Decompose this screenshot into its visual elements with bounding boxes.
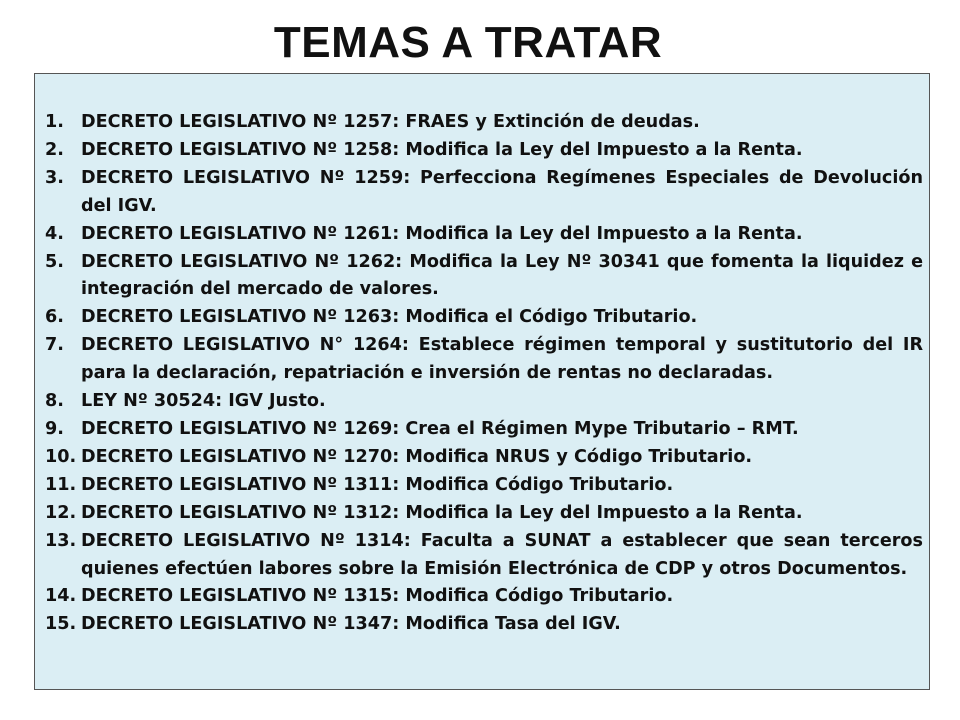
item-number: 1. xyxy=(45,112,64,132)
item-number: 5. xyxy=(45,251,64,272)
list-item xyxy=(45,444,923,472)
list-item xyxy=(45,332,923,388)
page-title: TEMAS A TRATAR xyxy=(273,18,663,67)
item-text: DECRETO LEGISLATIVO Nº 1315: Modifica Código Tributario. xyxy=(81,586,674,607)
item-number: 15. xyxy=(45,614,77,635)
list-item xyxy=(45,165,923,221)
list-item xyxy=(45,611,923,639)
item-text: DECRETO LEGISLATIVO Nº 1261: Modifica la Ley del Impuesto a la Renta. xyxy=(81,223,803,244)
item-number: 12. xyxy=(45,502,77,523)
item-number: 4. xyxy=(45,223,64,244)
item-number: 13. xyxy=(45,530,77,551)
item-text: DECRETO LEGISLATIVO Nº 1258: Modifica la Ley del Impuesto a la Renta. xyxy=(81,139,803,160)
list-item xyxy=(45,472,923,500)
list-item xyxy=(45,137,923,165)
item-text: DECRETO LEGISLATIVO Nº 1263: Modifica el Código Tributario. xyxy=(81,307,698,328)
item-text: DECRETO LEGISLATIVO N° 1264: Establece régimen temporal y sustitutorio del IR para la declaración, repatriación e inversión de rentas no declaradas. xyxy=(81,335,923,384)
list-item xyxy=(45,388,923,416)
list-item xyxy=(45,500,923,528)
item-number: 14. xyxy=(45,586,77,607)
item-text: DECRETO LEGISLATIVO Nº 1257: FRAES y Extinción de deudas. xyxy=(81,112,700,132)
list-item xyxy=(45,304,923,332)
topics-list xyxy=(45,109,923,639)
item-text: LEY Nº 30524: IGV Justo. xyxy=(81,391,326,412)
item-number: 10. xyxy=(45,446,77,467)
list-item xyxy=(45,109,923,137)
list-item xyxy=(45,221,923,249)
list-item xyxy=(45,528,923,584)
list-item xyxy=(45,583,923,611)
item-number: 8. xyxy=(45,391,64,412)
item-text: DECRETO LEGISLATIVO Nº 1314: Faculta a SUNAT a establecer que sean terceros quienes efectúen labores sobre la Emisión Electrónica de CDP y otros Documentos. xyxy=(81,530,923,579)
item-number: 3. xyxy=(45,167,64,188)
item-number: 11. xyxy=(45,474,77,495)
item-text: DECRETO LEGISLATIVO Nº 1259: Perfecciona Regímenes Especiales de Devolución del IGV. xyxy=(81,167,923,216)
list-item xyxy=(45,249,923,305)
item-number: 9. xyxy=(45,418,64,439)
item-text: DECRETO LEGISLATIVO Nº 1262: Modifica la Ley Nº 30341 que fomenta la liquidez e integración del mercado de valores. xyxy=(81,251,923,300)
item-text: DECRETO LEGISLATIVO Nº 1269: Crea el Régimen Mype Tributario – RMT. xyxy=(81,418,799,439)
item-text: DECRETO LEGISLATIVO Nº 1311: Modifica Código Tributario. xyxy=(81,474,674,495)
item-text: DECRETO LEGISLATIVO Nº 1270: Modifica NRUS y Código Tributario. xyxy=(81,446,753,467)
item-number: 2. xyxy=(45,139,64,160)
item-number: 7. xyxy=(45,335,64,356)
item-text: DECRETO LEGISLATIVO Nº 1312: Modifica la Ley del Impuesto a la Renta. xyxy=(81,502,803,523)
list-item xyxy=(45,416,923,444)
item-number: 6. xyxy=(45,307,64,328)
item-text: DECRETO LEGISLATIVO Nº 1347: Modifica Tasa del IGV. xyxy=(81,614,621,635)
